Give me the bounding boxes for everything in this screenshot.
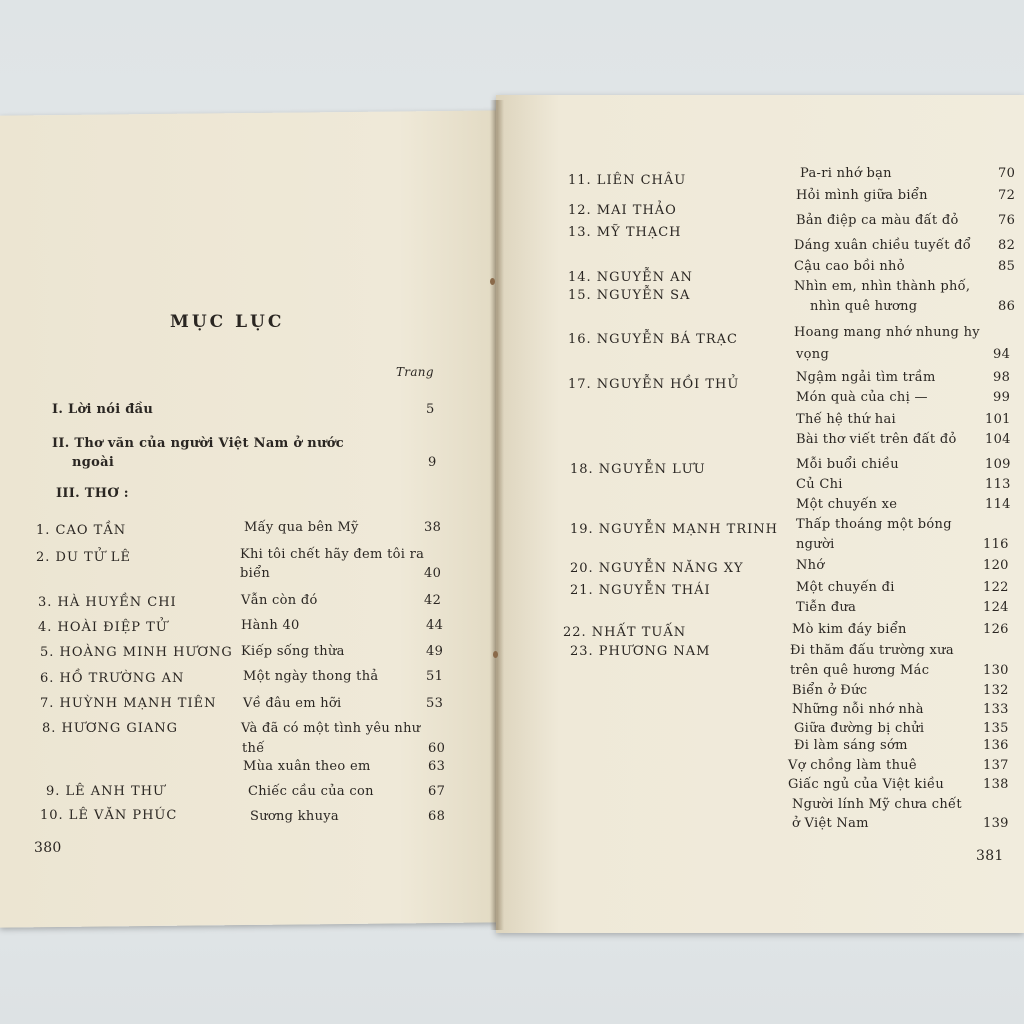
poem-page: 44: [426, 618, 444, 633]
poem-title: Giữa đường bị chửi: [794, 721, 925, 736]
poem-title: Tiễn đưa: [796, 600, 857, 615]
poem-title: Món quà của chị —: [796, 390, 928, 405]
poem-page: 98: [993, 370, 1011, 385]
poem-title: Mò kim đáy biển: [792, 622, 907, 637]
author-entry: 7. HUỲNH MẠNH TIÊN: [40, 696, 217, 711]
poem-page: 135: [983, 721, 1009, 736]
poem-page: 99: [993, 390, 1011, 405]
page-folio-left: 380: [34, 840, 62, 856]
left-page: [0, 110, 498, 927]
poem-title: Thế hệ thứ hai: [796, 412, 896, 427]
author-entry: 20. NGUYỄN NĂNG XY: [570, 561, 744, 576]
poem-page: 138: [983, 777, 1009, 792]
poem-page: 130: [983, 663, 1009, 678]
poem-page: 116: [983, 537, 1009, 552]
binding-hole: [493, 651, 498, 658]
author-entry: 1. CAO TẦN: [36, 523, 127, 538]
poem-title: Giấc ngủ của Việt kiều: [788, 777, 945, 792]
poem-title: Hoang mang nhớ nhung hy: [794, 325, 980, 340]
poem-title: Một chuyến xe: [796, 497, 898, 512]
poem-title: Sương khuya: [250, 809, 339, 824]
poem-title: Những nỗi nhớ nhà: [792, 702, 924, 717]
poem-page: 85: [998, 259, 1016, 274]
poem-page: 104: [985, 432, 1011, 447]
poem-page: 49: [426, 644, 444, 659]
intro-item-2: II. Thơ văn của người Việt Nam ở nước: [52, 436, 344, 451]
author-entry: 4. HOÀI ĐIỆP TỬ: [38, 620, 168, 635]
poem-title: Ngậm ngải tìm trầm: [796, 370, 936, 385]
poem-title: Và đã có một tình yêu như: [241, 721, 421, 736]
poem-title: Về đâu em hỡi: [243, 696, 342, 711]
poem-page: 139: [983, 816, 1009, 831]
poem-title-cont: trên quê hương Mác: [790, 663, 930, 678]
poem-title: Người lính Mỹ chưa chết: [792, 797, 962, 812]
author-entry: 15. NGUYỄN SA: [568, 288, 691, 303]
intro-item-1: I. Lời nói đầu: [52, 402, 154, 417]
poem-page: 101: [985, 412, 1011, 427]
author-entry: 17. NGUYỄN HỒI THỦ: [568, 377, 740, 392]
author-entry: 18. NGUYỄN LƯU: [570, 462, 706, 477]
poem-page: 94: [993, 347, 1011, 362]
poem-page: 86: [998, 299, 1016, 314]
poem-title-cont: vọng: [796, 347, 830, 362]
poem-title: Đi làm sáng sớm: [794, 738, 908, 753]
author-entry: 5. HOÀNG MINH HƯƠNG: [40, 645, 233, 660]
author-entry: 21. NGUYỄN THÁI: [570, 583, 711, 598]
author-entry: 3. HÀ HUYỀN CHI: [38, 595, 177, 610]
poem-page: 42: [424, 593, 442, 608]
poem-page: 63: [428, 759, 446, 774]
author-entry: 23. PHƯƠNG NAM: [570, 644, 711, 659]
poem-page: 53: [426, 696, 444, 711]
author-entry: 8. HƯƠNG GIANG: [42, 721, 179, 736]
binding-hole: [490, 278, 495, 285]
poem-page: 60: [428, 741, 446, 756]
poem-title-cont: ở Việt Nam: [792, 816, 869, 831]
poem-page: 109: [985, 457, 1011, 472]
intro-item-1-page: 5: [426, 402, 435, 417]
poem-page: 136: [983, 738, 1009, 753]
poem-title: Một ngày thong thả: [243, 669, 379, 684]
poem-title: Kiếp sống thừa: [241, 644, 345, 659]
author-entry: 19. NGUYỄN MẠNH TRINH: [570, 522, 778, 537]
author-entry: 10. LÊ VĂN PHÚC: [40, 808, 178, 823]
poem-page: 40: [424, 566, 442, 581]
poem-title: Mùa xuân theo em: [243, 759, 371, 774]
author-entry: 16. NGUYỄN BÁ TRẠC: [568, 332, 738, 347]
poem-title: Thấp thoáng một bóng: [796, 517, 952, 532]
poem-page: 137: [983, 758, 1009, 773]
poem-title-cont: biển: [240, 566, 271, 581]
poem-title: Cậu cao bồi nhỏ: [794, 259, 905, 274]
poem-page: 68: [428, 809, 446, 824]
poem-title: Bản điệp ca màu đất đỏ: [796, 213, 959, 228]
poem-page: 124: [983, 600, 1009, 615]
poem-page: 70: [998, 166, 1016, 181]
poem-page: 72: [998, 188, 1016, 203]
poem-title: Chiếc cầu của con: [248, 784, 374, 799]
poem-page: 76: [998, 213, 1016, 228]
trang-label: Trang: [396, 365, 434, 379]
poem-title-cont: nhìn quê hương: [810, 299, 918, 314]
author-entry: 11. LIÊN CHÂU: [568, 173, 687, 188]
poem-page: 67: [428, 784, 446, 799]
page-folio-right: 381: [976, 848, 1004, 864]
author-entry: 22. NHẤT TUẤN: [563, 625, 687, 640]
poem-page: 82: [998, 238, 1016, 253]
poem-title: Vẫn còn đó: [241, 593, 318, 608]
intro-item-2-page: 9: [428, 455, 437, 470]
poem-title: Biển ở Đức: [792, 683, 868, 698]
poem-title: Nhìn em, nhìn thành phố,: [794, 279, 971, 294]
poem-page: 114: [985, 497, 1011, 512]
poem-title: Vợ chồng làm thuê: [788, 758, 917, 773]
poem-title: Đi thăm đấu trường xưa: [790, 643, 954, 658]
poem-title-cont: người: [796, 537, 835, 552]
poem-title: Nhớ: [796, 558, 825, 573]
poem-page: 126: [983, 622, 1009, 637]
poem-title: Hỏi mình giữa biển: [796, 188, 928, 203]
page-heading: MỤC LỤC: [170, 312, 285, 332]
author-entry: 12. MAI THẢO: [568, 203, 677, 218]
poem-page: 51: [426, 669, 444, 684]
author-entry: 13. MỸ THẠCH: [568, 225, 682, 240]
poem-title: Pa-ri nhớ bạn: [800, 166, 892, 181]
poem-page: 132: [983, 683, 1009, 698]
poem-title: Củ Chi: [796, 477, 843, 492]
poem-page: 120: [983, 558, 1009, 573]
poem-title: Mấy qua bên Mỹ: [244, 520, 359, 535]
author-entry: 9. LÊ ANH THƯ: [46, 784, 165, 799]
poem-title: Khi tôi chết hãy đem tôi ra: [240, 547, 425, 562]
poem-title: Mỗi buổi chiều: [796, 457, 899, 472]
poem-page: 113: [985, 477, 1011, 492]
poem-page: 122: [983, 580, 1009, 595]
poem-title: Bài thơ viết trên đất đỏ: [796, 432, 957, 447]
author-entry: 2. DU TỬ LÊ: [36, 550, 131, 565]
poem-page: 38: [424, 520, 442, 535]
poem-title: Hành 40: [241, 618, 300, 633]
author-entry: 14. NGUYỄN AN: [568, 270, 693, 285]
author-entry: 6. HỒ TRƯỜNG AN: [40, 671, 185, 686]
book-gutter: [490, 100, 504, 930]
poem-page: 133: [983, 702, 1009, 717]
poem-title: Một chuyến đi: [796, 580, 895, 595]
intro-item-3: III. THƠ :: [56, 486, 129, 501]
poem-title: Dáng xuân chiều tuyết đổ: [794, 238, 972, 253]
poem-title-cont: thế: [242, 741, 265, 756]
intro-item-2-cont: ngoài: [72, 455, 115, 470]
